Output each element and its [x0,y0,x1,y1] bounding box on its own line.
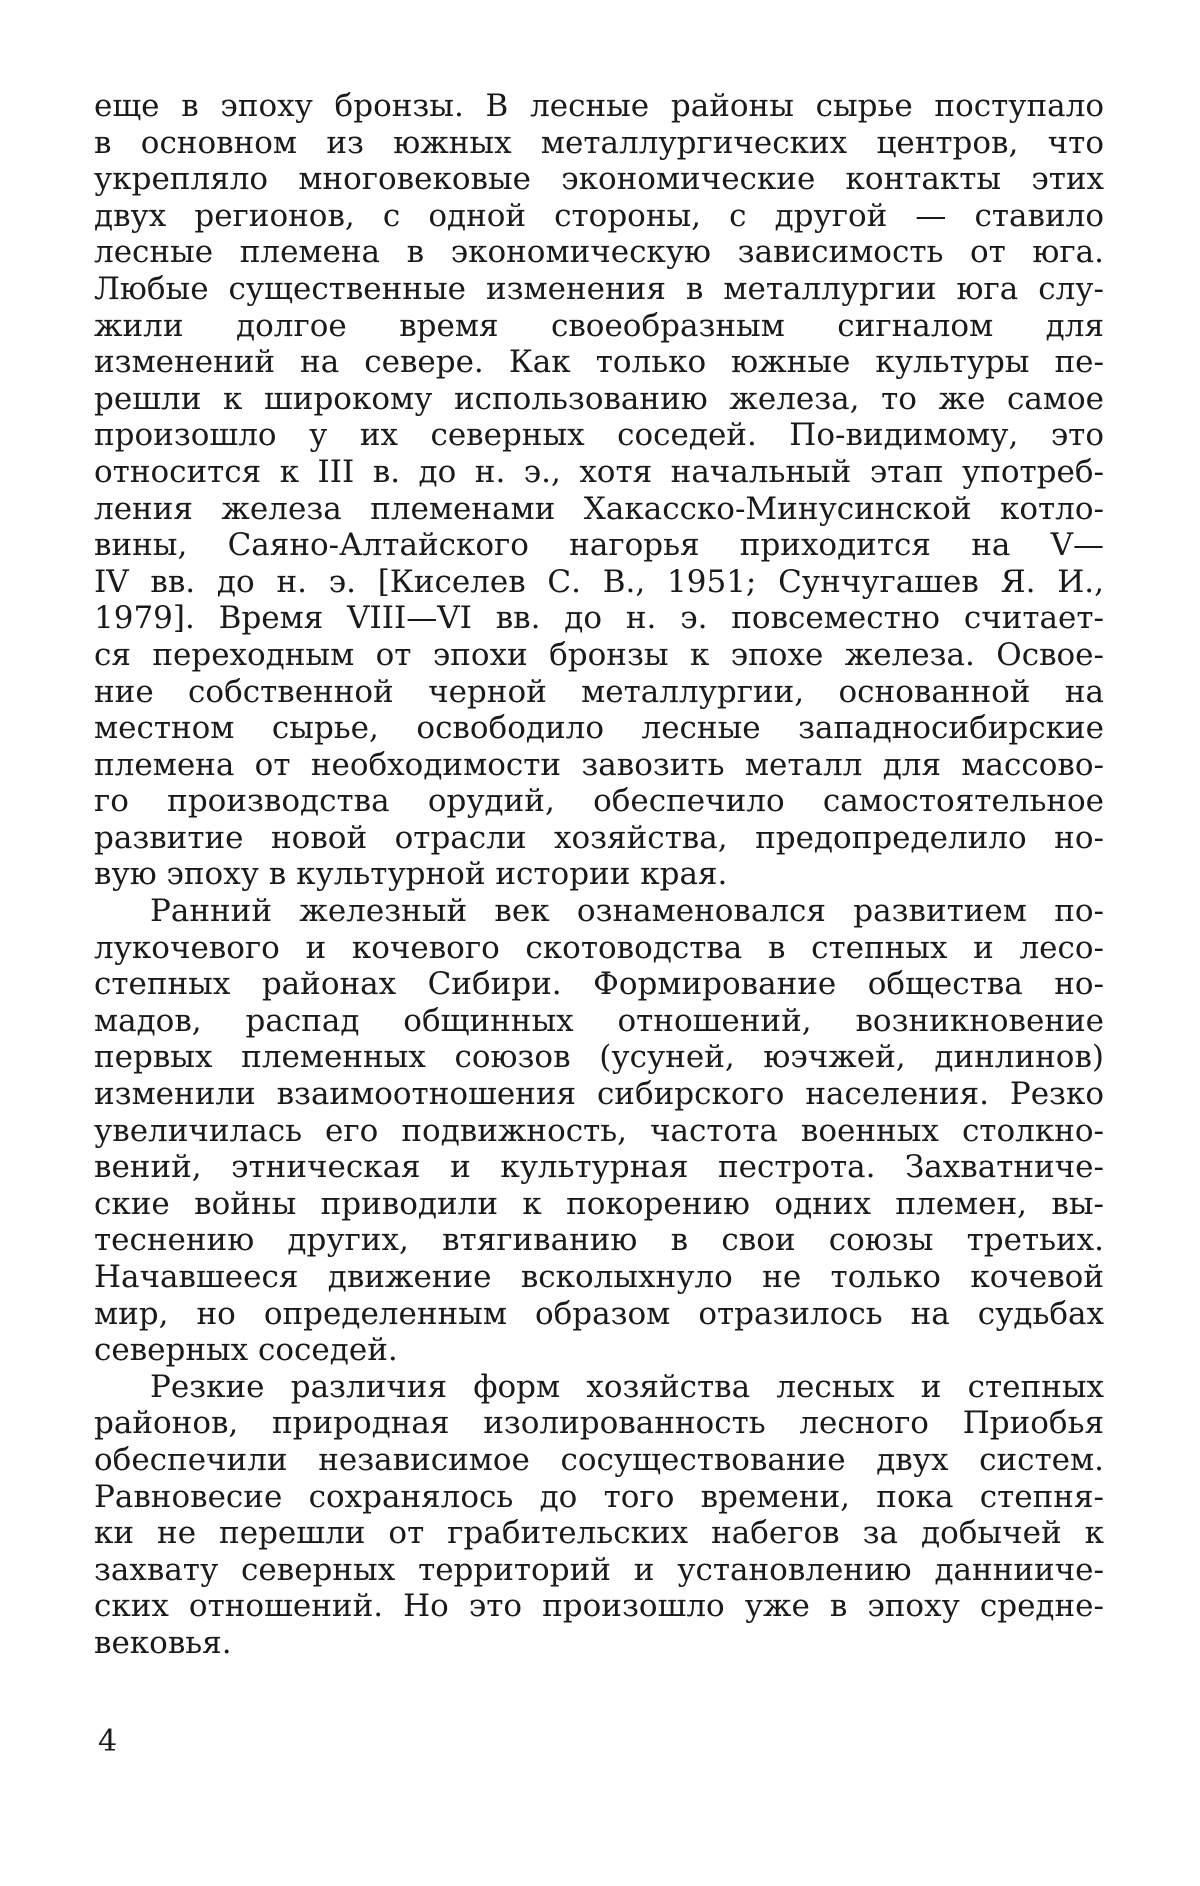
text-line: развитие новой отрасли хозяйства, предопределило но- [94,819,1104,856]
paragraph [94,1369,1104,1662]
text-line: Равновесие сохранялось до того времени, пока степня- [94,1478,1104,1515]
text-line: лесные племена в экономическую зависимость от юга. [94,234,1104,271]
text-line: укрепляло многовековые экономические контакты этих [94,161,1104,198]
text-line: первых племенных союзов (усуней, юэчжей, динлинов) [94,1039,1104,1076]
text-line: жили долгое время своеобразным сигналом для [94,307,1104,344]
text-line: еще в эпоху бронзы. В лесные районы сырье поступало [94,88,1104,124]
text-line: Начавшееся движение всколыхнуло не только кочевой [94,1259,1104,1295]
text-line: мадов, распад общинных отношений, возникновение [94,1002,1104,1039]
text-line: IV вв. до н. э. [Киселев С. В., 1951; Сунчугашев Я. И., [94,563,1104,600]
text-line: ских отношений. Но это произошло уже в эпоху средне- [94,1588,1104,1625]
text-line: ки не перешли от грабительских набегов за добычей к [94,1515,1104,1552]
text-line: в основном из южных металлургических центров, что [94,124,1104,161]
text-line: вины, Саяно-Алтайского нагорья приходится на V— [94,527,1104,564]
text-line: местном сырье, освободило лесные западносибирские [94,710,1104,747]
text-line: захвату северных территорий и установлению даннииче- [94,1551,1104,1588]
text-line: районов, природная изолированность лесного Приобья [94,1405,1104,1442]
text-line: относится к III в. до н. э., хотя начальный этап употреб- [94,453,1104,490]
text-line: ления железа племенами Хакасско-Минусинской котло- [94,490,1104,527]
text-line: лукочевого и кочевого скотоводства в степных и лесо- [94,929,1104,966]
text-line: ся переходным от эпохи бронзы к эпохе железа. Освое- [94,636,1104,673]
page-number: 4 [98,1724,118,1759]
text-line: обеспечили независимое сосуществование двух систем. [94,1441,1104,1478]
paragraph [94,88,1104,893]
text-line: мир, но определенным образом отразилось на судьбах [94,1295,1104,1332]
text-line: изменений на севере. Как только южные культуры пе- [94,344,1104,381]
text-line: вековья. [94,1624,232,1661]
text-line: произошло у их северных соседей. По-видимому, это [94,417,1104,454]
text-line: вую эпоху в культурной истории края. [94,856,728,893]
text-line: степных районах Сибири. Формирование общества но- [94,966,1104,1003]
text-line: 1979]. Время VIII—VI вв. до н. э. повсеместно считает- [94,600,1104,637]
text-line: племена от необходимости завозить металл для массово- [94,746,1104,783]
body-text [94,88,1104,1662]
text-line: вений, этническая и культурная пестрота. Захватниче- [94,1149,1104,1186]
text-line: Любые существенные изменения в металлургии юга слу- [94,270,1104,307]
text-line: ские войны приводили к покорению одних племен, вы- [94,1185,1104,1222]
text-line: го производства орудий, обеспечило самостоятельное [94,783,1104,820]
text-line: увеличилась его подвижность, частота военных столкно- [94,1112,1104,1149]
text-line: двух регионов, с одной стороны, с другой — ставило [94,197,1104,234]
text-line: Ранний железный век ознаменовался развитием по- [150,893,1104,930]
text-line: решли к широкому использованию железа, то же самое [94,380,1104,417]
text-line: ние собственной черной металлургии, основанной на [94,673,1104,710]
text-line: Резкие различия форм хозяйства лесных и степных [150,1368,1104,1405]
text-line: изменили взаимоотношения сибирского населения. Резко [94,1076,1104,1113]
paragraph [94,893,1104,1369]
text-line: теснению других, втягиванию в свои союзы третьих. [94,1222,1104,1259]
text-line: северных соседей. [94,1332,398,1369]
